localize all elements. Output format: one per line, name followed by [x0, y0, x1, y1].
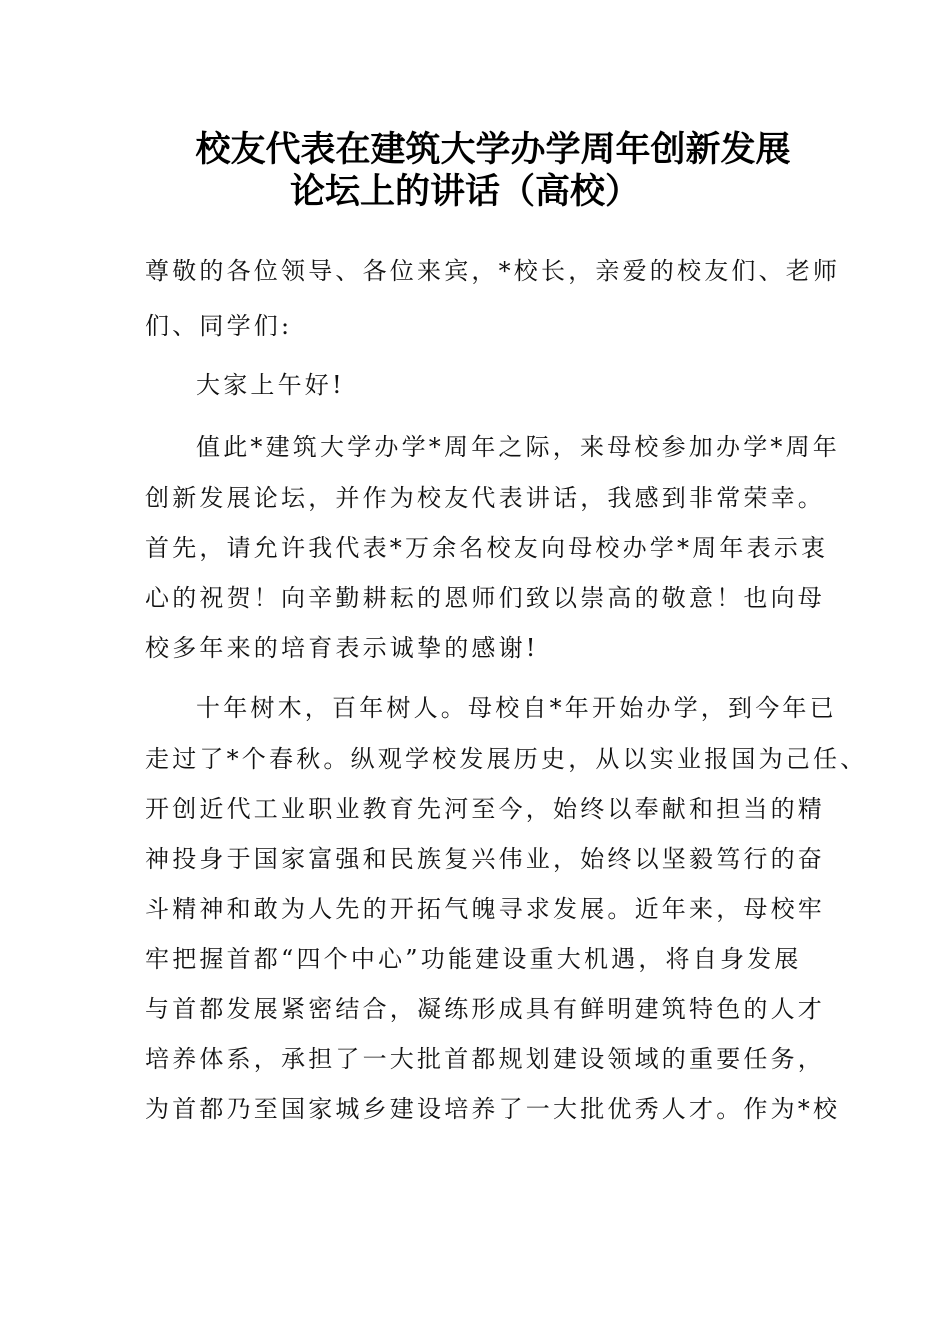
paragraph-2-line-4: 神投身于国家富强和民族复兴伟业，始终以坚毅笃行的奋: [145, 845, 825, 873]
salutation-line-2: 们、同学们:: [145, 312, 293, 340]
document-title-line-1: 校友代表在建筑大学办学周年创新发展: [195, 129, 791, 170]
paragraph-2-line-6: 牢把握首都“四个中心”功能建设重大机遇，将自身发展: [145, 945, 802, 973]
paragraph-1-line-1: 值此*建筑大学办学*周年之际，来母校参加办学*周年: [196, 433, 840, 461]
document-title-line-2: 论坛上的讲话（高校）: [289, 171, 640, 212]
paragraph-1-line-5: 校多年来的培育表示诚挚的感谢!: [145, 634, 539, 662]
salutation-line-1: 尊敬的各位领导、各位来宾，*校长，亲爱的校友们、老师: [145, 257, 841, 285]
paragraph-2-line-3: 开创近代工业职业教育先河至今，始终以奉献和担当的精: [145, 795, 825, 823]
paragraph-1-line-2: 创新发展论坛，并作为校友代表讲话，我感到非常荣幸。: [145, 484, 825, 512]
greeting-line: 大家上午好!: [196, 371, 345, 399]
paragraph-1-line-4: 心的祝贺！向辛勤耕耘的恩师们致以崇高的敬意！也向母: [145, 584, 825, 612]
paragraph-2-line-1: 十年树木，百年树人。母校自*年开始办学，到今年已: [196, 694, 837, 722]
paragraph-2-line-9: 为首都乃至国家城乡建设培养了一大批优秀人才。作为*校: [145, 1095, 841, 1123]
paragraph-2-line-2: 走过了*个春秋。纵观学校发展历史，从以实业报国为己任、: [145, 745, 868, 773]
paragraph-1-line-3: 首先，请允许我代表*万余名校友向母校办学*周年表示衷: [145, 534, 829, 562]
paragraph-2-line-8: 培养体系，承担了一大批首都规划建设领域的重要任务，: [145, 1045, 825, 1073]
paragraph-2-line-7: 与首都发展紧密结合，凝练形成具有鲜明建筑特色的人才: [145, 995, 825, 1023]
paragraph-2-line-5: 斗精神和敢为人先的开拓气魄寻求发展。近年来，母校牢: [145, 895, 825, 923]
